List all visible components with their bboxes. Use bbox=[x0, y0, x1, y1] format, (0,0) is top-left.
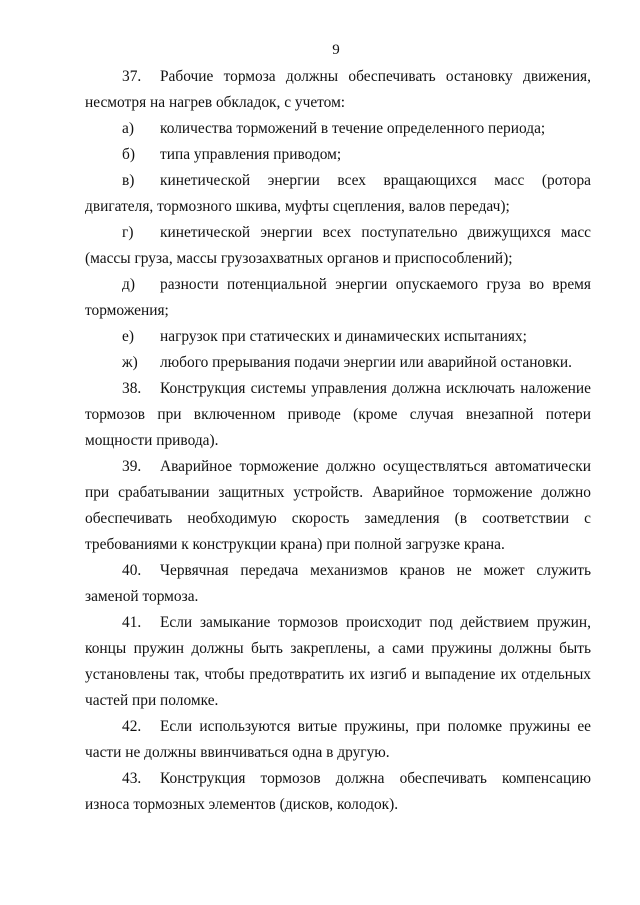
list-item-d bbox=[85, 272, 591, 324]
paragraph-40 bbox=[85, 558, 591, 610]
page-number: 9 bbox=[332, 42, 340, 58]
list-item-text: любого прерывания подачи энергии или аварийной остановки. bbox=[160, 354, 572, 371]
paragraph-42 bbox=[85, 714, 591, 766]
list-item-b bbox=[85, 142, 591, 168]
paragraph-text: Если используются витые пружины, при поломке пружины ее части не должны ввинчиваться одна в другую. bbox=[85, 718, 591, 761]
list-item-zh bbox=[85, 350, 591, 376]
list-marker: е) bbox=[122, 328, 134, 345]
paragraph-text: Аварийное торможение должно осуществляться автоматически при срабатывании защитных устройств. Аварийное торможение должно обеспечивать необходимую скорость замедления (в соответствии с требованиями к конструкции крана) при полной загрузке крана. bbox=[85, 458, 591, 553]
paragraph-39 bbox=[85, 454, 591, 558]
list-item-text: типа управления приводом; bbox=[160, 146, 342, 163]
paragraph-37 bbox=[85, 64, 591, 116]
list-item-text: кинетической энергии всех вращающихся масс (ротора двигателя, тормозного шкива, муфты сцепления, валов передач); bbox=[85, 172, 591, 215]
paragraph-number: 40. bbox=[122, 562, 142, 579]
list-item-a bbox=[85, 116, 591, 142]
paragraph-number: 43. bbox=[122, 770, 142, 787]
paragraph-41 bbox=[85, 610, 591, 714]
list-marker: б) bbox=[122, 146, 135, 163]
paragraph-text: Конструкция системы управления должна исключать наложение тормозов при включенном приводе (кроме случая внезапной потери мощности привода). bbox=[85, 380, 591, 449]
paragraph-number: 37. bbox=[122, 68, 142, 85]
list-marker: г) bbox=[122, 224, 134, 241]
paragraph-number: 41. bbox=[122, 614, 142, 631]
list-marker: в) bbox=[122, 172, 135, 189]
list-marker: а) bbox=[122, 120, 134, 137]
paragraph-text: Червячная передача механизмов кранов не может служить заменой тормоза. bbox=[85, 562, 591, 605]
list-item-text: количества торможений в течение определенного периода; bbox=[160, 120, 546, 137]
list-marker: ж) bbox=[122, 354, 138, 371]
paragraph-text: Конструкция тормозов должна обеспечивать компенсацию износа тормозных элементов (дисков, колодок). bbox=[85, 770, 591, 813]
list-item-e bbox=[85, 324, 591, 350]
list-item-text: кинетической энергии всех поступательно движущихся масс (массы груза, массы грузозахватных органов и приспособлений); bbox=[85, 224, 591, 267]
paragraph-text: Если замыкание тормозов происходит под действием пружин, концы пружин должны быть закреплены, а сами пружины должны быть установлены так, чтобы предотвратить их изгиб и выпадение их отдельных частей при поломке. bbox=[85, 614, 591, 709]
paragraph-number: 38. bbox=[122, 380, 142, 397]
paragraph-number: 42. bbox=[122, 718, 142, 735]
list-item-text: разности потенциальной энергии опускаемого груза во время торможения; bbox=[85, 276, 591, 319]
paragraph-43 bbox=[85, 766, 591, 818]
document-body bbox=[85, 64, 591, 818]
list-marker: д) bbox=[122, 276, 135, 293]
paragraph-38 bbox=[85, 376, 591, 454]
list-item-text: нагрузок при статических и динамических испытаниях; bbox=[160, 328, 527, 345]
list-item-v bbox=[85, 168, 591, 220]
paragraph-text: Рабочие тормоза должны обеспечивать остановку движения, несмотря на нагрев обкладок, с учетом: bbox=[85, 68, 591, 111]
paragraph-number: 39. bbox=[122, 458, 142, 475]
list-item-g bbox=[85, 220, 591, 272]
